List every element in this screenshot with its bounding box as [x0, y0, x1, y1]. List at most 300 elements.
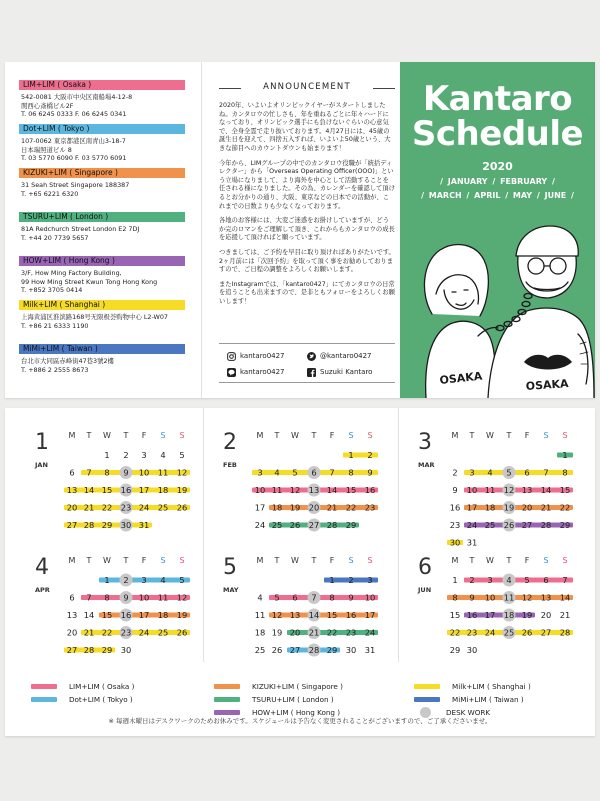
- facebook-name: Suzuki Kantaro: [320, 368, 373, 376]
- legend-swatch: [214, 697, 240, 702]
- weekday-label: S: [179, 431, 185, 440]
- weekday-label: F: [329, 556, 335, 565]
- day-number: 17: [364, 610, 376, 620]
- weekday-label: S: [543, 431, 549, 440]
- legend-swatch: [31, 684, 57, 689]
- legend-swatch: [214, 684, 240, 689]
- day-number: 19: [176, 610, 188, 620]
- day-number: 5: [179, 450, 185, 460]
- cover-panel: [400, 62, 595, 398]
- weekday-label: T: [86, 556, 92, 565]
- day-number: 8: [562, 467, 568, 478]
- weekday-label: W: [486, 556, 494, 565]
- day-number: 20: [540, 610, 552, 620]
- day-number: 24: [484, 627, 496, 638]
- day-number: 26: [271, 645, 283, 655]
- day-number: 22: [559, 502, 571, 513]
- day-number: 11: [271, 485, 283, 495]
- legend-label: Milk+LIM ( Shanghai ): [452, 681, 531, 691]
- day-number: 29: [449, 645, 461, 655]
- day-number: 23: [364, 502, 376, 513]
- day-number: 6: [524, 467, 530, 478]
- announcement-paragraph: またInstagramでは、「kantaro0427」にてカンタロウの日常を追うことも出来ますので、是非ともフォローをよろしくお願いします！: [219, 280, 395, 305]
- day-number: 20: [66, 502, 78, 513]
- month-abbr: JAN: [35, 461, 48, 469]
- legend-label: LIM+LIM ( Osaka ): [69, 681, 135, 691]
- announcement-paragraph: 2020年、いよいよオリンピックイヤーがスタートしましたね。カンタロウの忙しさも、年を重ねるごとに年々ハードになっており、オリンピック選手にも負けないぐらいの心意気で、全身全霊で走り抜いております。4月27日には、45歳の誕生日を迎えて、四捨五入すれば、いよいよ50歳という、大きな節目へのカウントダウンも始まります！: [219, 102, 391, 152]
- twitter-handle: @kantaro0427: [320, 352, 372, 360]
- instagram-icon: [227, 352, 236, 361]
- day-number: 9: [348, 592, 354, 603]
- fold-line: [203, 408, 204, 662]
- day-number: 15: [101, 485, 113, 495]
- day-number: 20: [308, 502, 320, 513]
- day-number: 11: [503, 592, 515, 603]
- day-number: 19: [521, 610, 533, 620]
- weekday-label: S: [562, 556, 568, 565]
- day-number: 23: [120, 502, 132, 513]
- month-number: 1: [35, 430, 49, 455]
- facebook-icon: [307, 368, 316, 377]
- day-number: 20: [66, 627, 78, 638]
- month-number: 2: [223, 430, 237, 455]
- day-number: 6: [69, 592, 75, 603]
- day-number: 4: [487, 467, 493, 478]
- day-number: 24: [138, 502, 150, 513]
- day-number: 10: [466, 485, 478, 495]
- weekday-label: M: [451, 556, 459, 565]
- weekday-label: T: [123, 556, 129, 565]
- day-number: 3: [141, 450, 147, 460]
- day-number: 6: [543, 575, 549, 585]
- day-number: 31: [138, 520, 150, 530]
- cover-illustration: [400, 194, 595, 398]
- weekday-label: S: [543, 556, 549, 565]
- day-number: 11: [254, 610, 266, 620]
- day-number: 17: [138, 485, 150, 495]
- day-number: 13: [66, 485, 78, 495]
- day-number: 27: [66, 520, 78, 530]
- office-address: 上海黄浦区淮滨路168号无限极荟购物中心 L2-W07 T. +86 21 6333 1190: [21, 313, 168, 330]
- day-number: 25: [254, 645, 266, 655]
- weekday-label: T: [506, 431, 512, 440]
- day-number: 9: [123, 467, 129, 478]
- day-number: 18: [271, 502, 283, 513]
- day-number: 30: [345, 645, 357, 655]
- day-number: 16: [120, 610, 132, 620]
- weekday-label: M: [68, 431, 76, 440]
- day-number: 12: [289, 485, 301, 495]
- day-number: 8: [104, 467, 110, 478]
- day-number: 8: [452, 592, 458, 603]
- day-number: 28: [559, 627, 571, 638]
- calendar-grid: [35, 553, 195, 673]
- line-handle: kantaro0427: [240, 368, 285, 376]
- weekday-label: M: [68, 556, 76, 565]
- day-number: 4: [506, 575, 512, 585]
- day-number: 15: [101, 610, 113, 620]
- day-number: 18: [157, 610, 169, 620]
- day-number: 8: [104, 592, 110, 603]
- weekday-label: S: [348, 556, 354, 565]
- day-number: 28: [83, 645, 95, 655]
- day-number: 7: [562, 575, 568, 585]
- day-number: 5: [292, 467, 298, 478]
- day-number: 14: [83, 485, 95, 495]
- calendar-grid: [223, 428, 383, 548]
- day-number: 14: [326, 485, 338, 495]
- day-number: 20: [521, 502, 533, 513]
- day-number: 5: [506, 467, 512, 478]
- office-label-bar: Dot+LIM ( Tokyo ): [19, 124, 185, 134]
- legend-label: Dot+LIM ( Tokyo ): [69, 694, 133, 704]
- day-number: 12: [503, 485, 515, 495]
- day-number: 27: [521, 520, 533, 530]
- day-number: 10: [364, 592, 376, 603]
- office-shanghai: [19, 300, 185, 330]
- day-number: 16: [120, 485, 132, 495]
- office-label-bar: LIM+LIM ( Osaka ): [19, 80, 185, 90]
- day-number: 22: [101, 502, 113, 513]
- month-abbr: MAR: [418, 461, 435, 469]
- weekday-label: S: [562, 431, 568, 440]
- day-number: 21: [308, 627, 320, 638]
- day-number: 25: [157, 502, 169, 513]
- instagram-handle: kantaro0427: [240, 352, 285, 360]
- day-number: 19: [289, 502, 301, 513]
- day-number: 17: [466, 502, 478, 513]
- office-address: 台北市大同區赤峰街47巷3號2樓 T. +886 2 2555 8673: [21, 357, 114, 374]
- legend-swatch: [414, 684, 440, 689]
- day-number: 13: [308, 485, 320, 495]
- weekday-label: M: [256, 431, 264, 440]
- day-number: 28: [308, 645, 320, 655]
- day-number: 6: [69, 467, 75, 478]
- day-number: 1: [348, 450, 354, 460]
- social-line[interactable]: [227, 367, 285, 377]
- day-number: 16: [364, 485, 376, 495]
- day-number: 21: [83, 502, 95, 513]
- weekday-label: T: [311, 556, 317, 565]
- day-number: 4: [160, 575, 166, 585]
- day-number: 27: [308, 520, 320, 530]
- shirt-text-right: OSAKA: [525, 377, 569, 393]
- day-number: 15: [449, 610, 461, 620]
- day-number: 16: [345, 610, 357, 620]
- month-may: [223, 553, 383, 673]
- day-number: 11: [484, 485, 496, 495]
- day-number: 5: [524, 575, 530, 585]
- office-address: 3/F, How Ming Factory Building, 99 How Ming Street Kwun Tong Hong Kong T. +852 3705 0414: [21, 269, 158, 295]
- day-number: 17: [138, 610, 150, 620]
- day-number: 7: [329, 467, 335, 478]
- weekday-label: F: [141, 556, 147, 565]
- day-number: 9: [452, 485, 458, 495]
- legend-swatch: [214, 710, 240, 715]
- day-number: 14: [540, 485, 552, 495]
- weekday-label: W: [291, 431, 299, 440]
- day-number: 21: [540, 502, 552, 513]
- day-number: 1: [104, 450, 110, 460]
- day-number: 14: [559, 592, 571, 603]
- weekday-label: S: [179, 556, 185, 565]
- day-number: 13: [66, 610, 78, 620]
- office-label-bar: KIZUKI+LIM ( Singapore ): [19, 168, 185, 178]
- office-address: 542-0081 大阪市中央区南船場4-12-8 関西心斎橋ビル2F T. 06 6245 0333 F. 06 6245 0341: [21, 93, 133, 119]
- day-number: 5: [179, 575, 185, 585]
- weekday-label: F: [329, 431, 335, 440]
- announcement-paragraph: 各地のお客様には、大変ご迷惑をお掛けしていますが、どうか完のロマンをご理解して頂き、これからもカンタロウの成長を応援して頂ければと願っています。: [219, 217, 395, 242]
- day-number: 18: [484, 502, 496, 513]
- day-number: 7: [86, 592, 92, 603]
- day-number: 1: [104, 575, 110, 585]
- weekday-label: W: [103, 556, 111, 565]
- day-number: 18: [503, 610, 515, 620]
- day-number: 10: [254, 485, 266, 495]
- day-number: 19: [271, 627, 283, 638]
- legend-item: [414, 708, 490, 716]
- day-number: 28: [83, 520, 95, 530]
- day-number: 31: [466, 537, 478, 548]
- day-number: 23: [120, 627, 132, 638]
- day-number: 23: [345, 627, 357, 638]
- day-number: 22: [345, 502, 357, 513]
- calendar-sheet: [5, 408, 595, 736]
- calendar-grid: [418, 428, 578, 548]
- day-number: 13: [540, 592, 552, 603]
- month-abbr: MAY: [223, 586, 239, 594]
- day-number: 10: [138, 467, 150, 478]
- office-taiwan: [19, 344, 185, 374]
- day-number: 29: [101, 645, 113, 655]
- day-number: 8: [348, 467, 354, 478]
- month-number: 6: [418, 555, 432, 580]
- day-number: 14: [83, 610, 95, 620]
- weekday-label: F: [524, 431, 530, 440]
- month-abbr: JUN: [418, 586, 432, 594]
- schedule-bar: [464, 578, 573, 583]
- day-number: 3: [469, 467, 475, 478]
- day-number: 26: [176, 502, 188, 513]
- weekday-label: T: [506, 556, 512, 565]
- shirt-text-left: OSAKA: [438, 369, 483, 387]
- legend-item: [31, 695, 133, 703]
- cover-year: 2020: [482, 160, 513, 173]
- social-facebook[interactable]: [307, 367, 372, 377]
- office-label-bar: Milk+LIM ( Shanghai ): [19, 300, 185, 310]
- day-number: 30: [120, 520, 132, 530]
- day-number: 10: [484, 592, 496, 603]
- month-apr: [35, 553, 195, 673]
- day-number: 22: [449, 627, 461, 638]
- schedule-bar: [81, 630, 190, 635]
- day-number: 19: [176, 485, 188, 495]
- weekday-label: T: [311, 431, 317, 440]
- office-address: 31 Seah Street Singapore 188387 T. +65 6221 6320: [21, 181, 130, 198]
- weekday-label: T: [469, 431, 475, 440]
- cover-title-line: Schedule: [411, 114, 584, 154]
- announcement-title: ANNOUNCEMENT: [263, 82, 351, 92]
- office-hongkong: [19, 256, 185, 295]
- day-number: 2: [469, 575, 475, 585]
- day-number: 19: [503, 502, 515, 513]
- legend-swatch: [414, 697, 440, 702]
- legend-label: TSURU+LIM ( London ): [252, 694, 334, 704]
- schedule-bar: [464, 470, 573, 475]
- cover-months-line: / JANUARY / FEBRUARY /: [440, 177, 555, 186]
- office-label-bar: TSURU+LIM ( London ): [19, 212, 185, 222]
- schedule-bar: [269, 595, 378, 600]
- day-number: 24: [364, 627, 376, 638]
- weekday-label: M: [256, 556, 264, 565]
- day-number: 29: [345, 520, 357, 530]
- day-number: 24: [138, 627, 150, 638]
- office-label-bar: MiMi+LIM ( Taiwan ): [19, 344, 185, 354]
- day-number: 18: [254, 627, 266, 638]
- day-number: 30: [466, 645, 478, 655]
- weekday-label: T: [123, 431, 129, 440]
- calendar-grid: [418, 553, 578, 673]
- month-number: 4: [35, 555, 49, 580]
- day-number: 9: [123, 592, 129, 603]
- legend-item: [214, 695, 334, 703]
- calendar-grid: [35, 428, 195, 548]
- day-number: 2: [123, 575, 129, 585]
- schedule-bar: [81, 595, 190, 600]
- month-feb: [223, 428, 383, 548]
- day-number: 7: [543, 467, 549, 478]
- announcement-paragraph: つきましては、ご予約を早目に取り頂ければありがたいです。2ヶ月前には「次回予約」を取って頂く事をお勧めしておりますので、ご日程の調整をよろしくお願いします。: [219, 248, 395, 274]
- day-number: 28: [540, 520, 552, 530]
- day-number: 4: [257, 592, 263, 603]
- weekday-label: T: [469, 556, 475, 565]
- day-number: 3: [141, 575, 147, 585]
- day-number: 12: [521, 592, 533, 603]
- day-number: 15: [345, 485, 357, 495]
- day-number: 27: [289, 645, 301, 655]
- cover-months-line: / MARCH / APRIL / MAY / JUNE /: [421, 191, 574, 200]
- day-number: 29: [559, 520, 571, 530]
- day-number: 25: [157, 627, 169, 638]
- month-abbr: FEB: [223, 461, 237, 469]
- day-number: 29: [326, 645, 338, 655]
- day-number: 12: [176, 467, 188, 478]
- day-number: 13: [521, 485, 533, 495]
- weekday-label: F: [524, 556, 530, 565]
- day-number: 27: [540, 627, 552, 638]
- weekday-label: M: [451, 431, 459, 440]
- day-number: 11: [157, 592, 169, 603]
- day-number: 6: [311, 467, 317, 478]
- legend-item: [414, 695, 524, 703]
- legend-swatch: [31, 697, 57, 702]
- day-number: 8: [329, 592, 335, 603]
- day-number: 6: [292, 592, 298, 603]
- day-number: 15: [559, 485, 571, 495]
- day-number: 21: [83, 627, 95, 638]
- day-number: 12: [271, 610, 283, 620]
- day-number: 22: [326, 627, 338, 638]
- month-abbr: APR: [35, 586, 50, 594]
- day-number: 26: [503, 520, 515, 530]
- divider: [219, 343, 395, 344]
- line-icon: [227, 368, 236, 377]
- day-number: 23: [449, 520, 461, 530]
- weekday-label: S: [160, 556, 166, 565]
- day-number: 18: [157, 485, 169, 495]
- day-number: 21: [559, 610, 571, 620]
- office-osaka: [19, 80, 185, 119]
- day-number: 30: [449, 537, 461, 548]
- day-number: 25: [484, 520, 496, 530]
- announcement-heading: [219, 82, 395, 94]
- day-number: 24: [254, 520, 266, 530]
- day-number: 4: [160, 450, 166, 460]
- day-number: 4: [274, 467, 280, 478]
- announcement-body: [219, 102, 395, 312]
- legend-item: [214, 708, 340, 716]
- day-number: 31: [364, 645, 376, 655]
- day-number: 22: [101, 627, 113, 638]
- day-number: 11: [157, 467, 169, 478]
- day-number: 9: [469, 592, 475, 603]
- day-number: 1: [329, 575, 335, 585]
- month-jun: [418, 553, 578, 673]
- legend-label: MiMi+LIM ( Taiwan ): [452, 694, 524, 704]
- fold-line: [201, 62, 202, 398]
- day-number: 26: [176, 627, 188, 638]
- day-number: 3: [257, 467, 263, 478]
- day-number: 2: [123, 450, 129, 460]
- legend-label: KIZUKI+LIM ( Singapore ): [252, 681, 343, 691]
- day-number: 28: [326, 520, 338, 530]
- legend-item: [214, 682, 343, 690]
- footnote: ※ 毎週木曜日はデスクワークのためお休みです。スケジュールは予告なく変更されることがございますので、ご了承くださいませ。: [108, 717, 492, 725]
- day-number: 1: [452, 575, 458, 585]
- office-singapore: [19, 168, 185, 198]
- weekday-label: S: [348, 431, 354, 440]
- day-number: 10: [138, 592, 150, 603]
- weekday-label: W: [103, 431, 111, 440]
- schedule-bar: [269, 505, 378, 510]
- office-london: [19, 212, 185, 242]
- day-number: 2: [452, 467, 458, 478]
- twitter-icon: [307, 352, 316, 361]
- day-number: 5: [274, 592, 280, 603]
- office-address: 107-0062 東京都港区南青山3-18-7 日本瑞照道ビル 8 T. 03 5770 6090 F. 03 5770 6091: [21, 137, 127, 163]
- social-twitter[interactable]: [307, 351, 372, 361]
- day-number: 25: [503, 627, 515, 638]
- day-number: 27: [66, 645, 78, 655]
- day-number: 2: [348, 575, 354, 585]
- day-number: 7: [86, 467, 92, 478]
- schedule-bar: [81, 470, 190, 475]
- office-address: 81A Redchurch Street London E2 7DJ T. +44 20 7739 5657: [21, 225, 140, 242]
- day-number: 12: [176, 592, 188, 603]
- weekday-label: T: [86, 431, 92, 440]
- office-tokyo: [19, 124, 185, 163]
- weekday-label: S: [160, 431, 166, 440]
- office-label-bar: HOW+LIM ( Hong Kong ): [19, 256, 185, 266]
- social-instagram[interactable]: [227, 351, 285, 361]
- schedule-bar: [464, 505, 573, 510]
- schedule-bar: [464, 523, 573, 528]
- day-number: 20: [289, 627, 301, 638]
- day-number: 30: [120, 645, 132, 655]
- day-number: 1: [562, 450, 568, 460]
- day-number: 25: [271, 520, 283, 530]
- day-number: 23: [466, 627, 478, 638]
